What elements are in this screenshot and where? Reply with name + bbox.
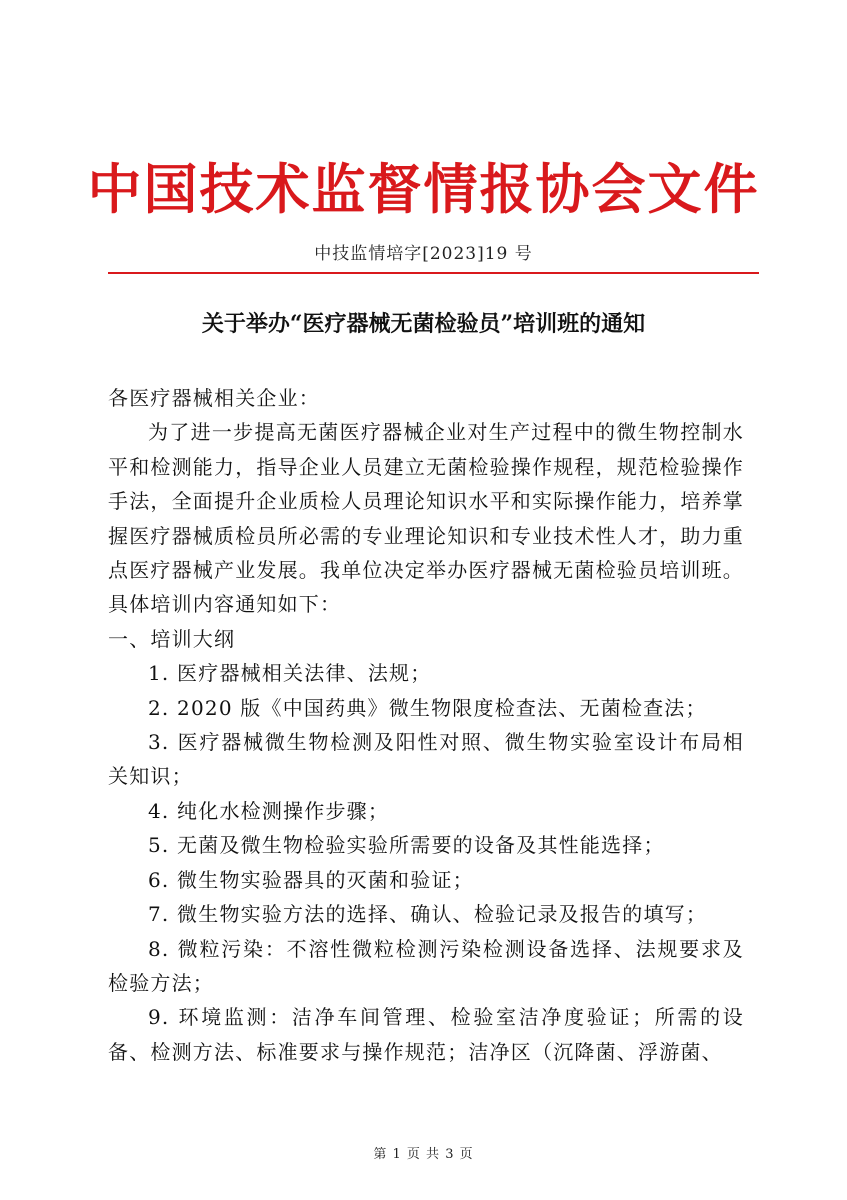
outline-item-8: 8. 微粒污染：不溶性微粒检测污染检测设备选择、法规要求及检验方法； — [108, 936, 744, 995]
red-divider-line — [108, 272, 759, 274]
section-heading: 一、培训大纲 — [108, 626, 236, 651]
salutation: 各医疗器械相关企业： — [108, 386, 320, 410]
outline-item-1: 1. 医疗器械相关法律、法规； — [148, 661, 432, 686]
organization-title: 中国技术监督情报协会文件 — [87, 157, 760, 221]
outline-item-4: 4. 纯化水检测操作步骤； — [148, 798, 390, 823]
outline-item-5: 5. 无菌及微生物检验实验所需要的设备及其性能选择； — [148, 833, 665, 858]
outline-item-9: 9. 环境监测：洁净车间管理、检验室洁净度验证；所需的设备、检测方法、标准要求与操作规范；洁净区（沉降菌、浮游菌、 — [108, 1005, 744, 1064]
outline-item-3: 3. 医疗器械微生物检测及阳性对照、微生物实验室设计布局相关知识； — [108, 730, 744, 789]
page-number-footer: 第 1 页 共 3 页 — [373, 1147, 474, 1162]
outline-item-6: 6. 微生物实验器具的灭菌和验证； — [148, 867, 474, 892]
notice-body — [108, 381, 744, 1069]
outline-item-2: 2. 2020 版《中国药典》微生物限度检查法、无菌检查法； — [148, 695, 707, 720]
outline-item-7: 7. 微生物实验方法的选择、确认、检验记录及报告的填写； — [148, 902, 708, 927]
intro-paragraph: 为了进一步提高无菌医疗器械企业对生产过程中的微生物控制水平和检测能力，指导企业人员建立无菌检验操作规程，规范检验操作手法，全面提升企业质检人员理论知识水平和实际操作能力，培养掌握医疗器械质检员所必需的专业理论知识和专业技术性人才，助力重点医疗器械产业发展。我单位决定举办医疗器械无菌检验员培训班。具体培训内容通知如下： — [108, 420, 744, 617]
document-number: 中技监情培字[2023]19 号 — [314, 244, 533, 264]
notice-title: 关于举办“医疗器械无菌检验员”培训班的通知 — [201, 311, 646, 337]
